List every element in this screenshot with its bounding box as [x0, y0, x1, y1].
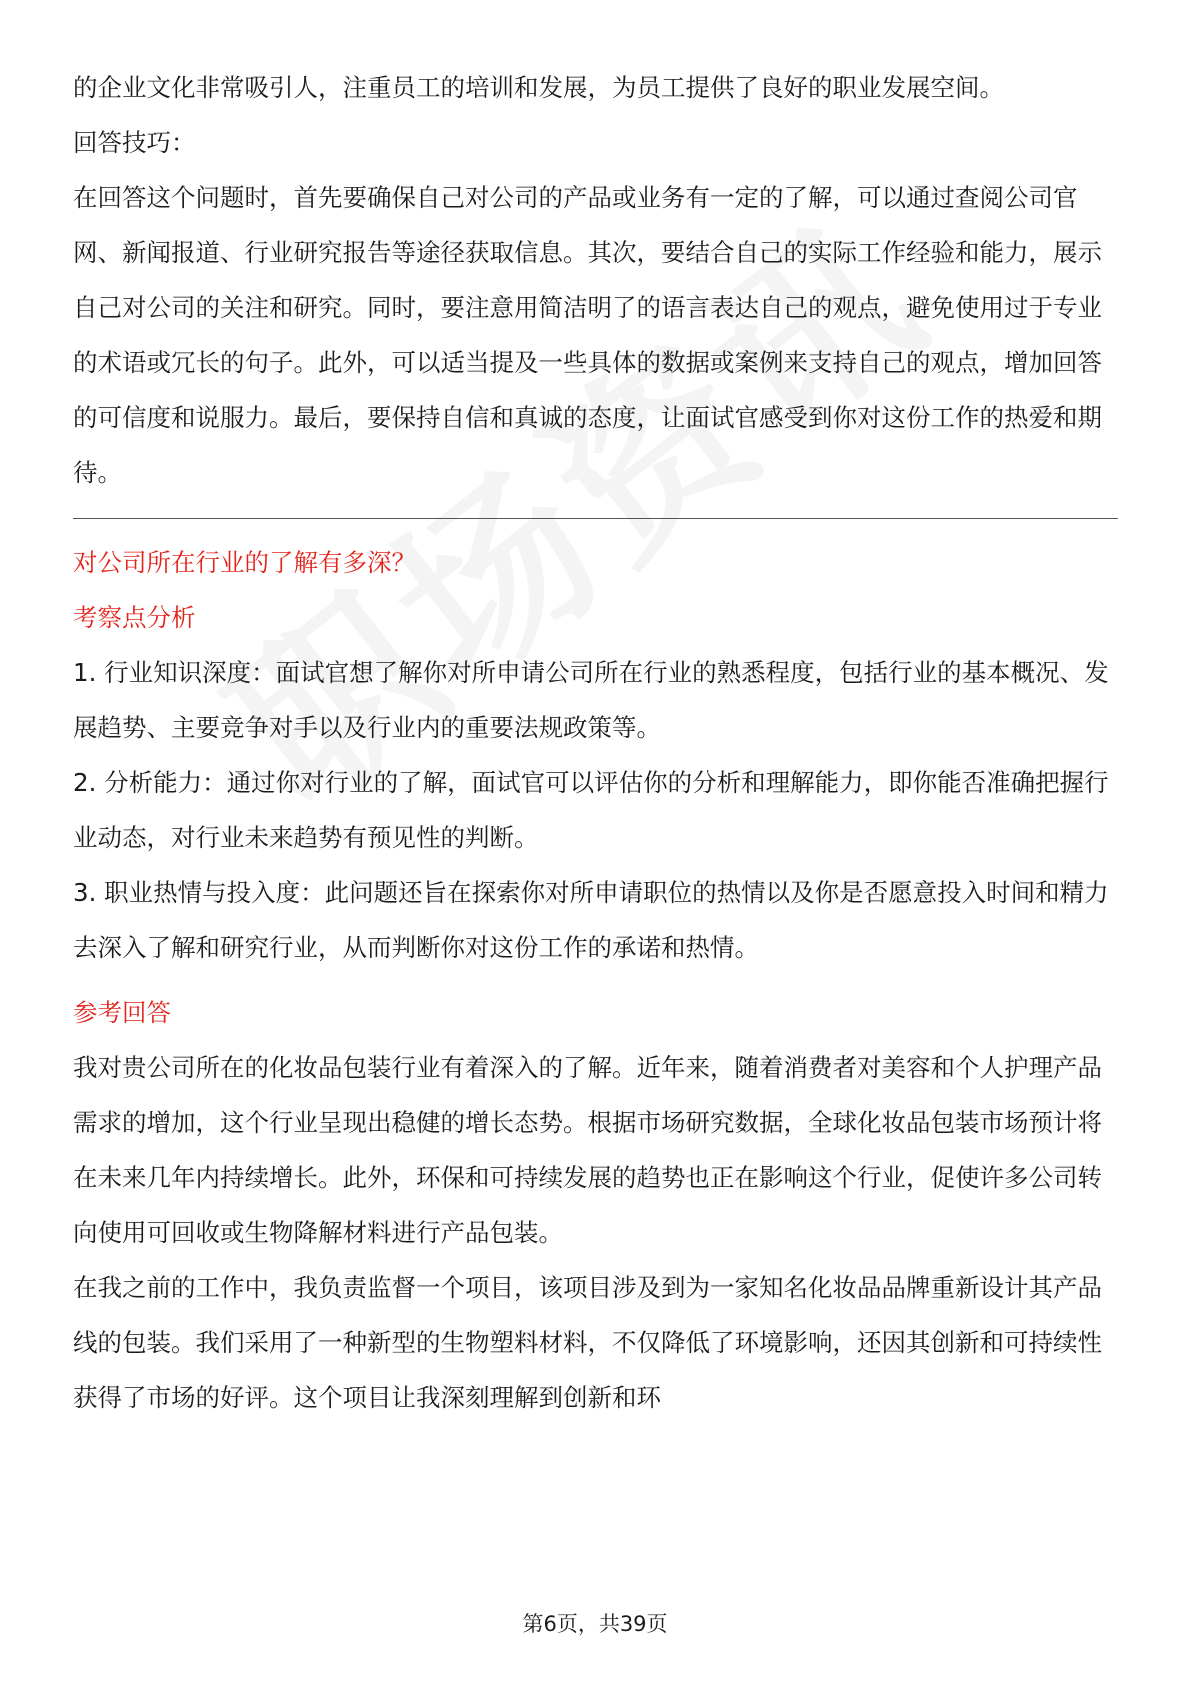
answer-paragraph: 在我之前的工作中，我负责监督一个项目，该项目涉及到为一家知名化妆品品牌重新设计其产品线的包装。我们采用了一种新型的生物塑料材料，不仅降低了环境影响，还因其创新和可持续性获得了市场的好评。这个项目让我深刻理解到创新和环: [73, 1273, 1102, 1412]
answer-heading: 参考回答: [73, 998, 171, 1027]
tips-label: 回答技巧：: [73, 128, 196, 157]
answer-paragraph: 我对贵公司所在的化妆品包装行业有着深入的了解。近年来，随着消费者对美容和个人护理产品需求的增加，这个行业呈现出稳健的增长态势。根据市场研究数据，全球化妆品包装市场预计将在未来几年内持续增长。此外，环保和可持续发展的趋势也正在影响这个行业，促使许多公司转向使用可回收或生物降解材料进行产品包装。: [73, 1053, 1102, 1247]
question-heading: 对公司所在行业的了解有多深？: [73, 548, 416, 577]
section-divider: [73, 518, 1118, 519]
page-footer: 第6页，共39页: [522, 1612, 668, 1636]
analysis-point: 1. 行业知识深度：面试官想了解你对所申请公司所在行业的熟悉程度，包括行业的基本概况、发展趋势、主要竞争对手以及行业内的重要法规政策等。: [73, 658, 1109, 742]
spacer: [73, 975, 1118, 985]
intro-paragraph: 的企业文化非常吸引人，注重员工的培训和发展，为员工提供了良好的职业发展空间。: [73, 73, 1004, 102]
page-content: [73, 60, 1118, 1425]
analysis-heading: 考察点分析: [73, 603, 196, 632]
analysis-point: 3. 职业热情与投入度：此问题还旨在探索你对所申请职位的热情以及你是否愿意投入时间和精力去深入了解和研究行业，从而判断你对这份工作的承诺和热情。: [73, 878, 1109, 962]
tips-paragraph: 在回答这个问题时，首先要确保自己对公司的产品或业务有一定的了解，可以通过查阅公司官网、新闻报道、行业研究报告等途径获取信息。其次，要结合自己的实际工作经验和能力，展示自己对公司的关注和研究。同时，要注意用简洁明了的语言表达自己的观点，避免使用过于专业的术语或冗长的句子。此外，可以适当提及一些具体的数据或案例来支持自己的观点，增加回答的可信度和说服力。最后，要保持自信和真诚的态度，让面试官感受到你对这份工作的热爱和期待。: [73, 183, 1102, 487]
analysis-point: 2. 分析能力：通过你对行业的了解，面试官可以评估你的分析和理解能力，即你能否准确把握行业动态，对行业未来趋势有预见性的判断。: [73, 768, 1109, 852]
